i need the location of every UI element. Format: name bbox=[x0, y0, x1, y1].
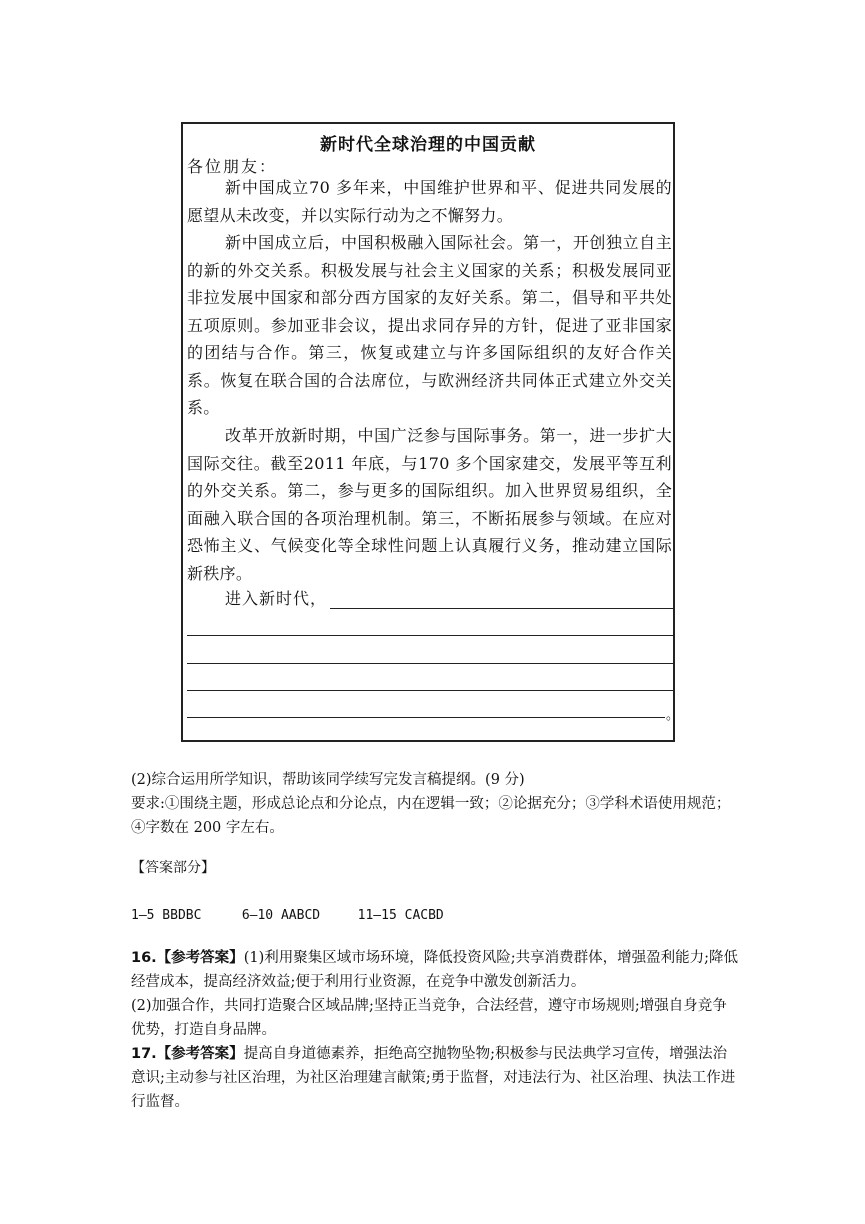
choice-group: 1—5 BBDBC bbox=[131, 908, 202, 923]
material-frame bbox=[181, 122, 680, 742]
question-requirements: 要求:①围绕主题，形成总论点和分论点，内在逻辑一致；②论据充分；③学科术语使用规范；④字数在 200 字左右。 bbox=[131, 796, 731, 836]
choice-group: 11—15 CACBD bbox=[357, 908, 444, 923]
answer-16-label: 16.【参考答案】 bbox=[131, 950, 244, 966]
material-paragraph: 改革开放新时期，中国广泛参与国际事务。第一，进一步扩大国际交往。截至2011 年底，与170 多个国家建交，发展平等互利的外交关系。第二，参与更多的国际组织。加入世界贸易组织，全面融入联合国的各项治理机制。第三，不断拓展参与领域。在应对恐怖主义、气候变化等全球性问题上认真履行义务，推动建立国际新秩序。 bbox=[187, 426, 672, 583]
answer-17-label: 17.【参考答案】 bbox=[131, 1046, 244, 1062]
answer-blank-line bbox=[187, 690, 673, 691]
answer-blank-line bbox=[330, 608, 673, 609]
material-greeting: 各位朋友： bbox=[187, 157, 278, 176]
answer-blank-line bbox=[187, 663, 673, 664]
answer-16-part2: (2)加强合作，共同打造聚合区域品牌;坚持正当竞争，合法经营，遵守市场规则;增强自身竞争优势，打造自身品牌。 bbox=[131, 998, 727, 1038]
answer-blank-line bbox=[187, 635, 673, 636]
material-paragraph: 新中国成立70 多年来，中国维护世界和平、促进共同发展的愿望从未改变，并以实际行动为之不懈努力。 bbox=[187, 178, 672, 225]
material-lead-in: 进入新时代， bbox=[225, 589, 328, 608]
question-2: (2)综合运用所学知识，帮助该同学续写完发言稿提纲。(9 分) bbox=[131, 772, 525, 788]
material-paragraph: 新中国成立后，中国积极融入国际社会。第一，开创独立自主的新的外交关系。积极发展与社会主义国家的关系；积极发展同亚非拉发展中国家和部分西方国家的友好关系。第二，倡导和平共处五项原则。参加亚非会议，提出求同存异的方针，促进了亚非国家的团结与合作。第三，恢复或建立与许多国际组织的友好合作关系。恢复在联合国的合法席位，与欧洲经济共同体正式建立外交关系。 bbox=[187, 233, 672, 417]
choice-answers bbox=[131, 904, 741, 928]
answer-16 bbox=[131, 946, 741, 994]
answer-16-part1: (1)利用聚集区域市场环境，降低投资风险;共享消费群体，增强盈利能力;降低经营成本，提高经济效益;便于利用行业资源，在竞争中激发创新活力。 bbox=[131, 950, 738, 990]
answer-17-text: 提高自身道德素养，拒绝高空抛物坠物;积极参与民法典学习宣传，增强法治意识;主动参与社区治理，为社区治理建言献策;勇于监督，对违法行为、社区治理、执法工作进行监督。 bbox=[131, 1046, 736, 1110]
end-mark: 。 bbox=[666, 708, 680, 723]
material-title: 新时代全球治理的中国贡献 bbox=[320, 135, 536, 155]
answer-17 bbox=[131, 1042, 741, 1114]
answer-blank-line bbox=[187, 717, 665, 718]
choice-group: 6—10 AABCD bbox=[241, 908, 321, 923]
answer-heading: 【答案部分】 bbox=[131, 860, 215, 876]
